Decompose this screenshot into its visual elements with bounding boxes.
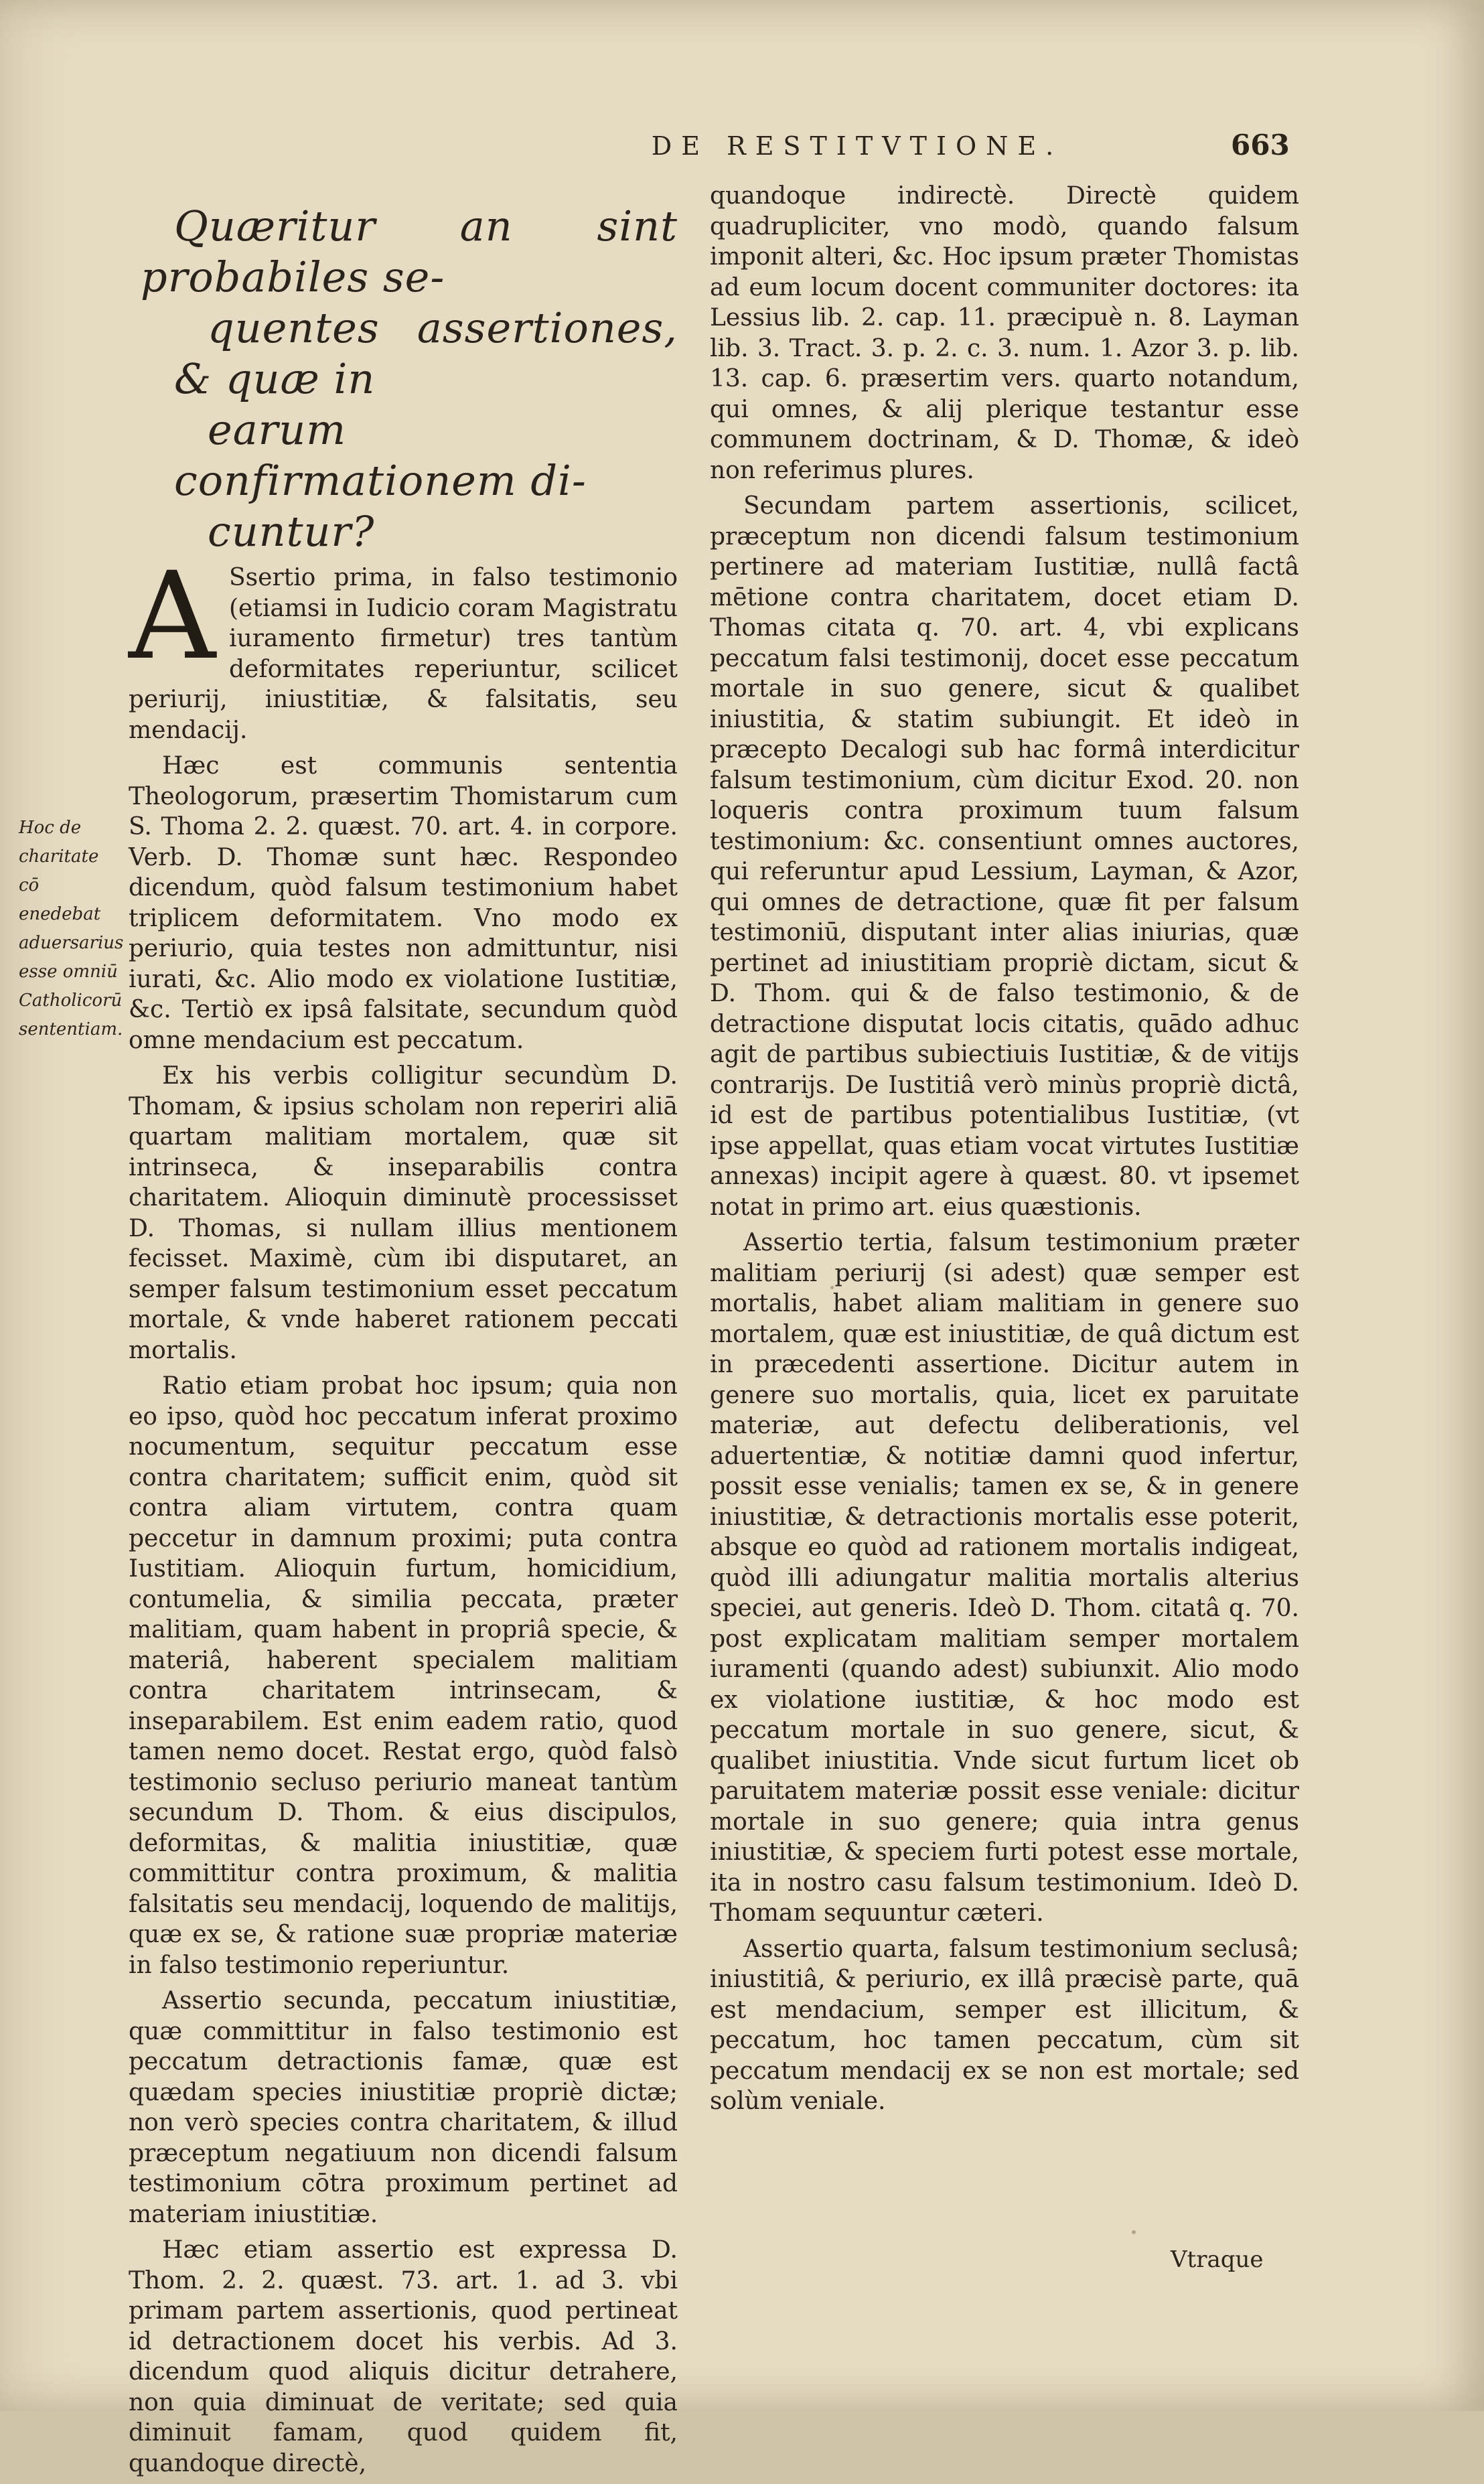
right-column xyxy=(710,181,1299,2122)
paragraph: Secundam partem assertionis, scilicet, præceptum non dicendi falsum testimonium pertinere ad materiam Iustitiæ, nullâ factâ mētione contra charitatem, docet etiam D. Thomas citata q. 70. art. 4, vbi explicans peccatum falsi testimonij, docet esse peccatum mortale in suo genere, sicut & qualibet iniustitia, & statim subiungit. Et ideò in præcepto Decalogi sub hac formâ interdicitur falsum testimonium, cùm dicitur Exod. 20. non loqueris contra proximum tuum falsum testimonium: &c. consentiunt omnes auctores, qui referuntur apud Lessium, Layman, & Azor, qui omnes de detractione, quæ fit per falsum testimoniū, disputant inter alias iniurias, quæ pertinet ad iniustitiam propriè dictam, sicut & D. Thom. qui & de falso testimonio, & de detractione disputat locis citatis, quādo adhuc agit de partibus subiectiuis Iustitiæ, & de vitijs contrarijs. De Iustitiâ verò minùs propriè dictâ, id est de partibus potentialibus Iustitiæ, (vt ipse appellat, quas etiam vocat virtutes Iustitiæ annexas) incipit agere à quæst. 80. vt ipsemet notat in primo art. eius quæstionis. xyxy=(710,492,1299,1221)
paragraph: Assertio tertia, falsum testimonium præter malitiam periurij (si adest) quæ semper est mortalis, habet aliam malitiam in genere suo mortalem, quæ est iniustitiæ, de quâ dictum est in præcedenti assertione. Dicitur autem in genere suo mortalis, quia, licet ex paruitate materiæ, aut defectu deliberationis, vel aduertentiæ, & notitiæ damni quod infertur, possit esse venialis; tamen ex se, & in genere iniustitiæ, & detractionis mortalis esse poterit, absque eo quòd ad rationem mortalis indigeat, quòd illi adiungatur malitia mortalis alterius speciei, aut generis. Ideò D. Thom. citatâ q. 70. post explicatam malitiam semper mortalem iuramenti (quando adest) subiunxit. Alio modo ex violatione iustitiæ, & hoc modo est peccatum mortale in suo genere, sicut, & qualibet iniustitia. Vnde sicut furtum licet ob paruitatem materiæ possit esse veniale: dicitur mortale in suo genere; quia intra genus iniustitiæ, & speciem furti potest esse mortale, ita in nostro casu falsum testimonium. Ideò D. Thomam sequuntur cæteri. xyxy=(710,1229,1299,1927)
question-line: quentes assertiones, & quæ in xyxy=(174,303,678,403)
question-heading xyxy=(129,201,678,557)
paragraph: Assertio secunda, peccatum iniustitiæ, quæ committitur in falso testimonio est peccatum detractionis famæ, quæ est quædam species iniustitiæ propriè dictæ; non verò species contra charitatem, & illud præceptum negatiuum non dicendi falsum testimonium cōtra proximum pertinet ad materiam iniustitiæ. xyxy=(129,1987,678,2228)
running-head: DE RESTITVTIONE. xyxy=(651,131,1063,161)
paragraph: Hæc etiam assertio est expressa D. Thom. 2. 2. quæst. 73. art. 1. ad 3. vbi primam partem assertionis, quod pertineat id detractionem docet his verbis. Ad 3. dicendum quod aliquis dicitur detrahere, non quia diminuat de veritate; sed quia diminuit famam, quod quidem fit, quandoque directè, xyxy=(129,2236,678,2477)
question-line: Quæritur an sint probabiles se- xyxy=(141,202,678,301)
question-line: earum confirmationem di- xyxy=(174,405,587,505)
paragraph: quandoque indirectè. Directè quidem quadrupliciter, vno modò, quando falsum imponit alteri, &c. Hoc ipsum præter Thomistas ad eum locum docent communiter doctores: ita Lessius lib. 2. cap. 11. præcipuè n. 8. Layman lib. 3. Tract. 3. p. 2. c. 3. num. 1. Azor 3. p. lib. 13. cap. 6. præsertim vers. quarto notandum, qui omnes, & alij plerique testantur esse communem doctrinam, & D. Thomæ, & ideò non referimus plures. xyxy=(710,182,1299,484)
paragraph: Ex his verbis colligitur secundùm D. Thomam, & ipsius scholam non reperiri aliā quartam malitiam mortalem, quæ sit intrinseca, & inseparabilis contra charitatem. Alioquin diminutè processisset D. Thomas, si nullam illius mentionem fecisset. Maximè, cùm ibi disputaret, an semper falsum testimonium esset peccatum mortale, & vnde haberet rationem peccati mortalis. xyxy=(129,1062,678,1364)
drop-cap: A xyxy=(129,546,216,686)
paragraph-text: Ssertio prima, in falso testimonio (etiamsi in Iudicio coram Magistratu iuramento firmetur) tres tantùm deformitates reperiuntur, scilicet periurij, iniustitiæ, & falsitatis, seu mendacij. xyxy=(129,564,678,744)
paper-speck xyxy=(241,482,244,485)
marginal-note: Hoc de charitate cō enedebat aduersarius esse omniū Catholicorū sententiam. xyxy=(19,818,124,1039)
assertion-first xyxy=(129,546,678,745)
paper-speck xyxy=(830,1286,834,1289)
question-line: cuntur? xyxy=(208,507,375,556)
paragraph: Assertio quarta, falsum testimonium seclusâ; iniustitiâ, & periurio, ex illâ præcisè parte, quā est mendacium, semper est illicitum, & peccatum, hoc tamen peccatum, cùm sit peccatum mendacij ex se non est mortale; sed solùm veniale. xyxy=(710,1935,1299,2115)
paragraph: Hæc est communis sententia Theologorum, præsertim Thomistarum cum S. Thoma 2. 2. quæst. 70. art. 4. in corpore. Verb. D. Thomæ sunt hæc. Respondeo dicendum, quòd falsum testimonium habet triplicem deformitatem. Vno modo ex periurio, quia testes non admittuntur, nisi iurati, &c. Alio modo ex violatione Iustitiæ, &c. Tertiò ex ipsâ falsitate, secundum quòd omne mendacium est peccatum. xyxy=(129,752,678,1054)
catchword: Vtraque xyxy=(1171,2246,1264,2273)
page-number: 663 xyxy=(1231,129,1290,161)
paragraph: Ratio etiam probat hoc ipsum; quia non eo ipso, quòd hoc peccatum inferat proximo nocumentum, sequitur peccatum esse contra charitatem; sufficit enim, quòd sit contra aliam virtutem, contra quam peccetur in damnum proximi; puta contra Iustitiam. Alioquin furtum, homicidium, contumelia, & similia peccata, præter malitiam, quam habent in propriâ specie, & materiâ, haberent specialem malitiam contra charitatem intrinsecam, & inseparabilem. Est enim eadem ratio, quod tamen nemo docet. Restat ergo, quòd falsò testimonio secluso periurio maneat tantùm secundum D. Thom. & eius discipulos, deformitas, & malitia iniustitiæ, quæ committitur contra proximum, & malitia falsitatis seu mendacij, loquendo de malitijs, quæ ex se, & ratione suæ propriæ materiæ in falso testimonio reperiuntur. xyxy=(129,1372,678,1979)
left-column xyxy=(129,201,678,2484)
paper-speck xyxy=(1132,2230,1136,2234)
